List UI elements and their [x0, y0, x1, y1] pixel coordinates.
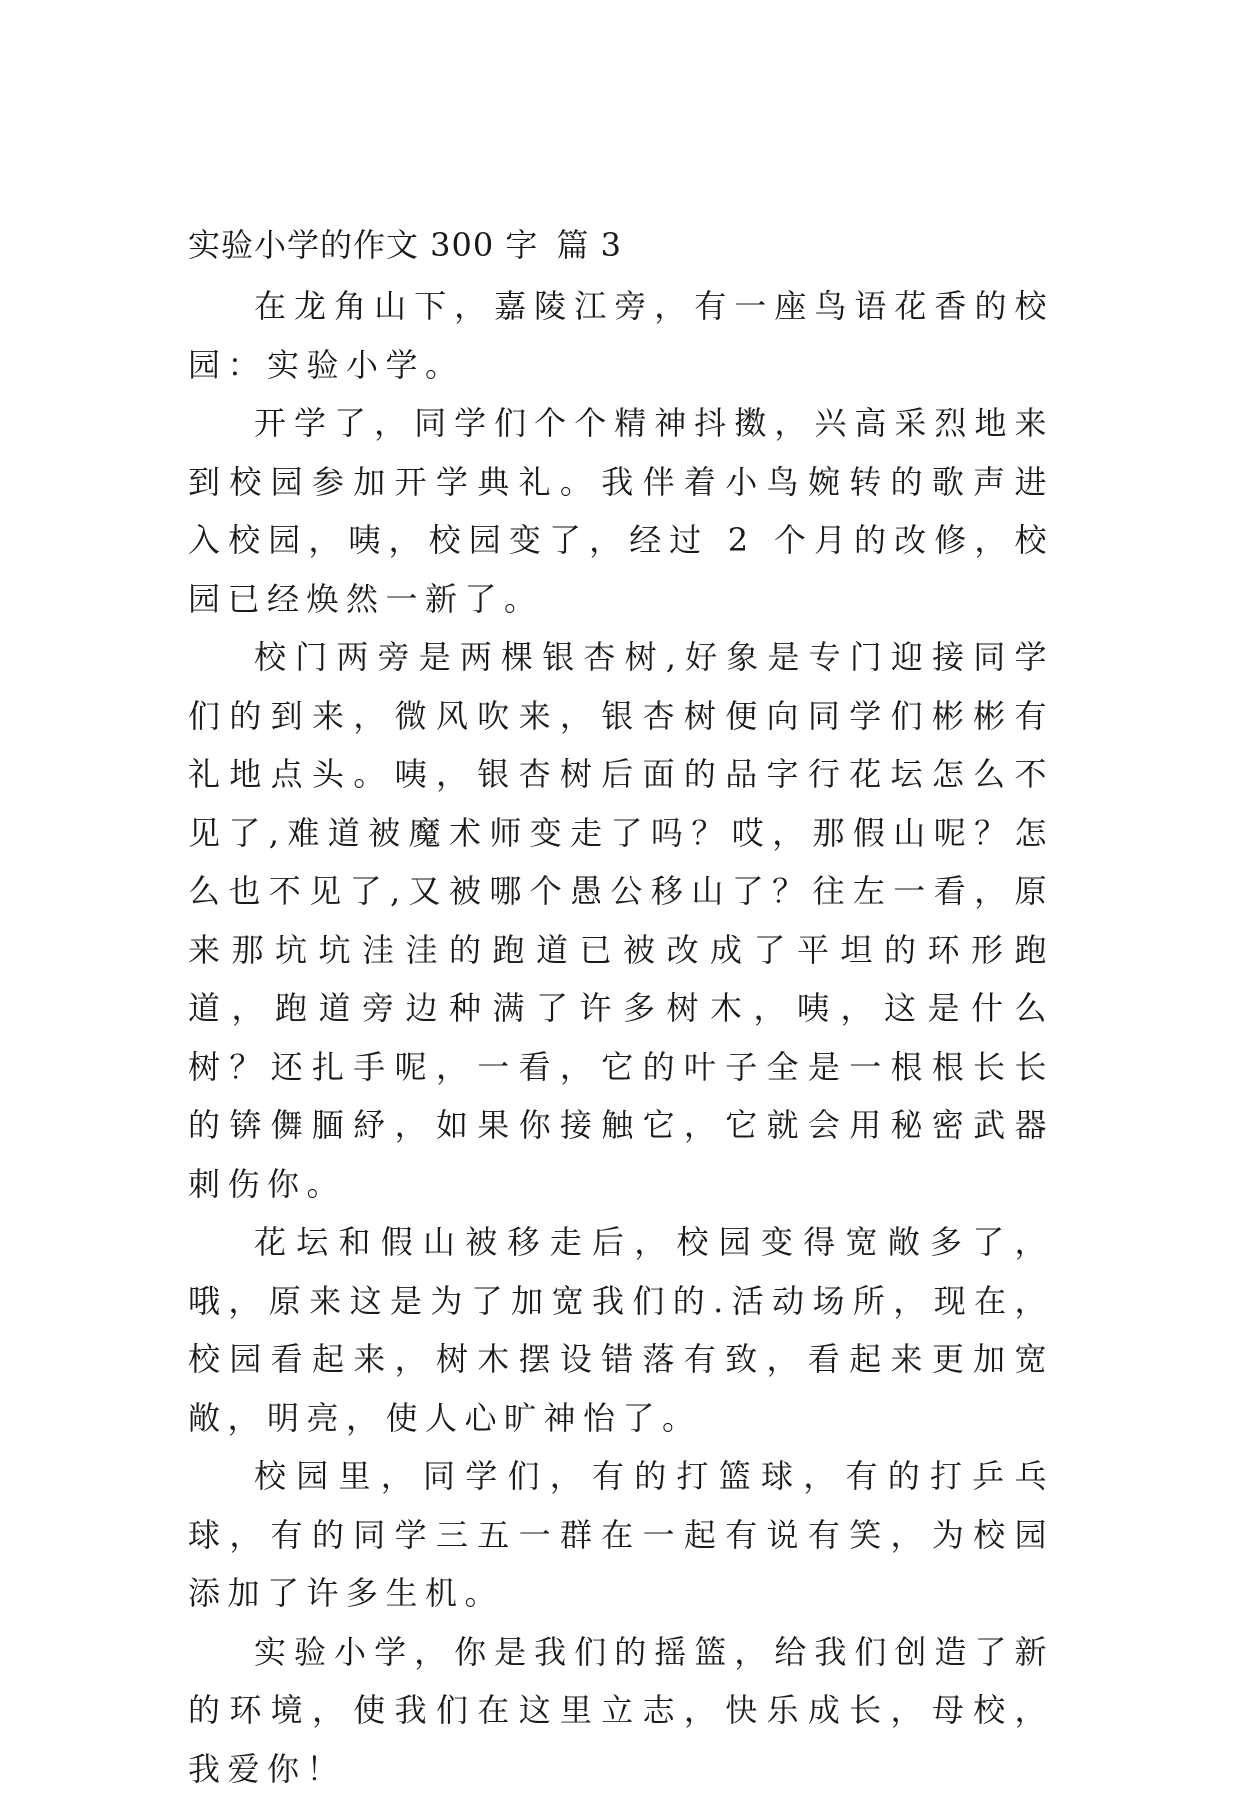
paragraph-5: 校园里，同学们，有的打篮球，有的打乒乓球，有的同学三五一群在一起有说有笑，为校园添加了许多生机。: [188, 1447, 1054, 1623]
paragraph-2: 开学了，同学们个个精神抖擞，兴高采烈地来到校园参加开学典礼。我伴着小鸟婉转的歌声进入校园，咦，校园变了，经过 2 个月的改修，校园已经焕然一新了。: [188, 394, 1054, 628]
document-title: [188, 222, 622, 268]
title-suffix: 篇 3: [556, 226, 622, 264]
paragraph-3: 校门两旁是两棵银杏树,好象是专门迎接同学们的到来，微风吹来，银杏树便向同学们彬彬有礼地点头。咦，银杏树后面的品字行花坛怎么不见了,难道被魔术师变走了吗？哎，那假山呢？怎么也不见了,又被哪个愚公移山了？往左一看，原来那坑坑洼洼的跑道已被改成了平坦的环形跑道，跑道旁边种满了许多树木，咦，这是什么树？还扎手呢，一看，它的叶子全是一根根长长的锛儛腼紓，如果你接触它，它就会用秘密武器刺伤你。: [188, 628, 1054, 1213]
paragraph-1: 在龙角山下，嘉陵江旁，有一座鸟语花香的校园：实验小学。: [188, 277, 1054, 394]
essay-body: [188, 277, 1054, 1798]
paragraph-4: 花坛和假山被移走后，校园变得宽敞多了，哦，原来这是为了加宽我们的.活动场所，现在，校园看起来，树木摆设错落有致，看起来更加宽敞，明亮，使人心旷神怡了。: [188, 1213, 1054, 1447]
title-main: 实验小学的作文 300 字: [188, 226, 538, 264]
paragraph-6: 实验小学，你是我们的摇篮，给我们创造了新的环境，使我们在这里立志，快乐成长，母校，我爱你！: [188, 1623, 1054, 1798]
